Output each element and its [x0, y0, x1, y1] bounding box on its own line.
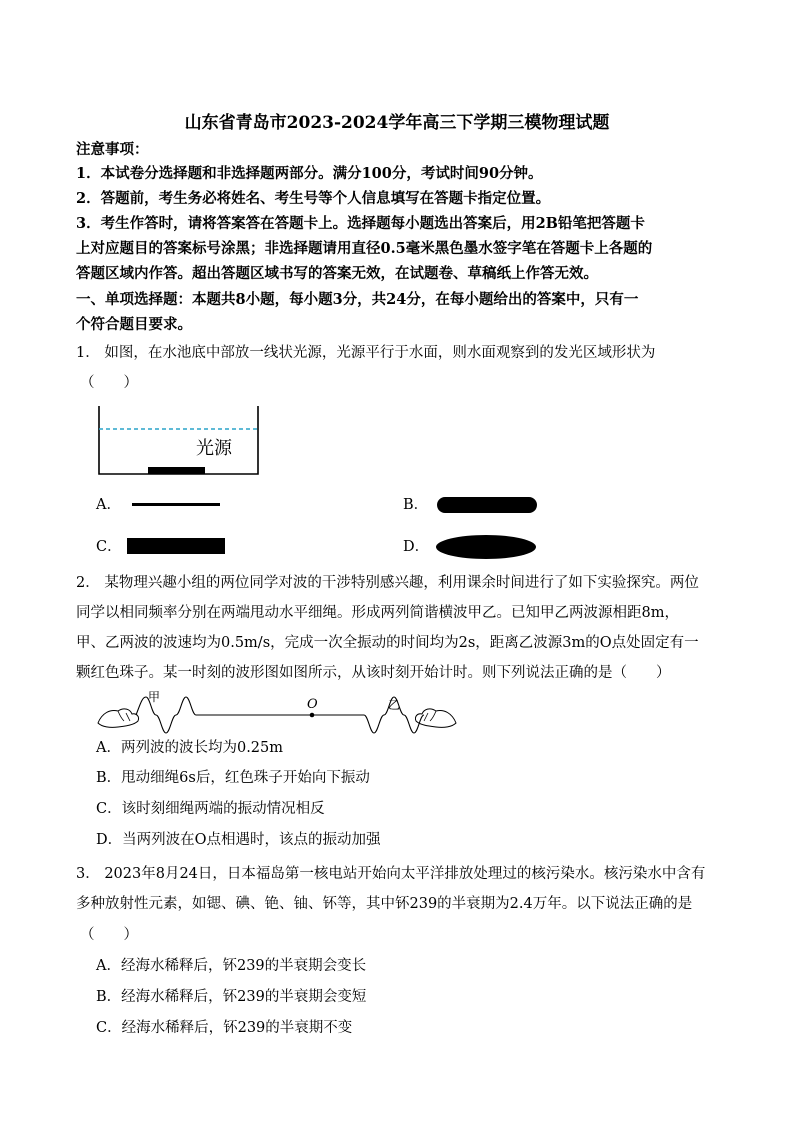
section-1-line-2: 个符合题目要求。 [76, 316, 192, 333]
q2-option-b: B．甩动细绳6s后，红色珠子开始向下振动 [96, 770, 370, 786]
q2-stem-line-2: 同学以相同频率分别在两端甩动水平细绳。形成两列简谐横波甲乙。已知甲乙两波源相距8m， [76, 605, 679, 621]
wave-source-jia-label: 甲 [148, 690, 161, 704]
page-title: 山东省青岛市2023-2024学年高三下学期三模物理试题 [184, 113, 610, 133]
q3-option-a: A．经海水稀释后，钚239的半衰期会变长 [96, 958, 367, 974]
q2-option-c: C．该时刻细绳两端的振动情况相反 [96, 801, 325, 817]
q2-option-d: D．当两列波在O点相遇时，该点的振动加强 [96, 832, 381, 848]
q1-stem-line-1: 1． 如图，在水池底中部放一线状光源，光源平行于水面，则水面观察到的发光区域形状为 [76, 345, 656, 361]
q1-option-d: D． [403, 539, 430, 555]
q3-stem-line-1: 3． 2023年8月24日，日本福岛第一核电站开始向太平洋排放处理过的核污染水。核污染水中含有 [76, 866, 706, 882]
q1-stem-line-2: （ ） [80, 375, 138, 391]
q3-stem-line-2: 多种放射性元素，如锶、碘、铯、铀、钚等，其中钚239的半衰期为2.4万年。以下说法正确的是 [76, 896, 693, 912]
notice-item-3-line-1: 3．考生作答时，请将答案答在答题卡上。选择题每小题选出答案后，用2B铅笔把答题卡 [76, 215, 645, 232]
q1-option-a: A． [96, 497, 121, 513]
q1-option-b: B． [403, 497, 429, 513]
q3-option-b: B．经海水稀释后，钚239的半衰期会变短 [96, 989, 367, 1005]
wave-source-yi-label: 乙 [388, 698, 401, 712]
q2-stem-line-3: 甲、乙两波的波速均为0.5m/s，完成一次全振动的时间均为2s，距离乙波源3m的O点处固定有一 [76, 635, 699, 651]
q2-stem-line-1: 2． 某物理兴趣小组的两位同学对波的干涉特别感兴趣，利用课余时间进行了如下实验探究。两位 [76, 575, 699, 591]
q1-option-d-ellipse-icon [435, 534, 537, 560]
q1-option-b-rounded-bar-icon [437, 497, 539, 513]
notice-item-3-line-2: 上对应题目的答案标号涂黑；非选择题请用直径0.5毫米黑色墨水签字笔在答题卡上各题的 [76, 240, 653, 257]
notice-item-2: 2．答题前，考生务必将姓名、考生号等个人信息填写在答题卡指定位置。 [76, 190, 551, 207]
q3-option-c: C．经海水稀释后，钚239的半衰期不变 [96, 1020, 353, 1036]
notice-item-3-line-3: 答题区域内作答。超出答题区域书写的答案无效，在试题卷、草稿纸上作答无效。 [76, 265, 598, 282]
q1-option-a-thin-line-icon [132, 503, 222, 507]
section-1-line-1: 一、单项选择题：本题共8小题，每小题3分，共24分，在每小题给出的答案中，只有一 [76, 291, 639, 308]
notice-item-1: 1．本试卷分选择题和非选择题两部分。满分100分，考试时间90分钟。 [76, 165, 543, 182]
light-source-label: 光源 [196, 438, 232, 459]
point-o-label: O [307, 697, 318, 712]
q2-rope-wave-figure [96, 691, 458, 737]
q1-option-c: C． [96, 539, 122, 555]
q3-stem-line-3: （ ） [80, 927, 138, 943]
q2-option-a: A．两列波的波长均为0.25m [96, 740, 284, 756]
q1-pool-figure [96, 404, 262, 478]
q1-option-c-rectangle-icon [127, 538, 227, 554]
notice-heading: 注意事项： [76, 141, 149, 158]
q2-stem-line-4: 颗红色珠子。某一时刻的波形图如图所示，从该时刻开始计时。则下列说法正确的是（ ） [76, 665, 671, 681]
